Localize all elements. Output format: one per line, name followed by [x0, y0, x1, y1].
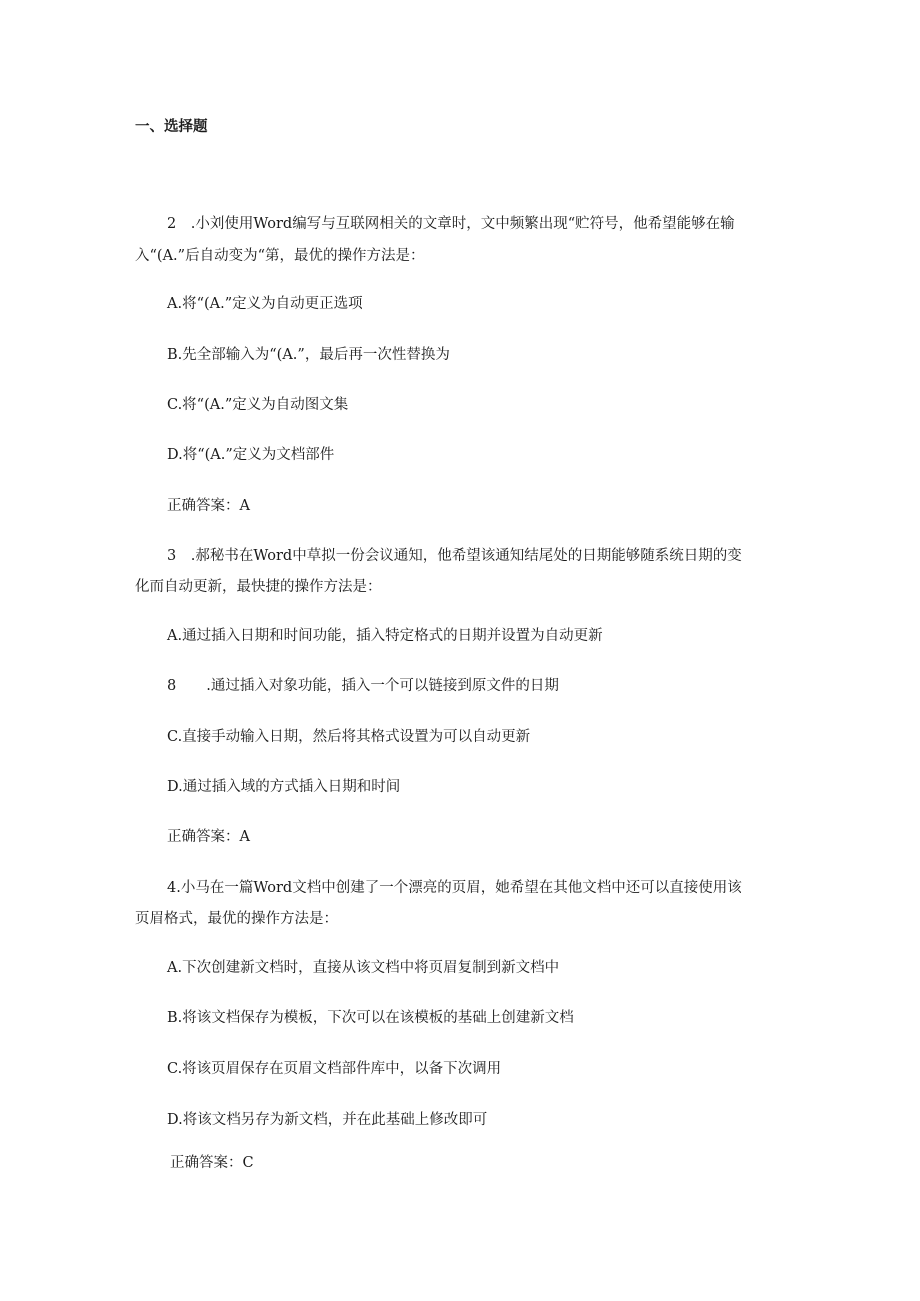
question-2-answer: 正确答案：A: [167, 498, 250, 514]
question-4-option-a: A.下次创建新文档时，直接从该文档中将页眉复制到新文档中: [167, 960, 560, 976]
question-2-option-b: B.先全部输入为“(A.”，最后再一次性替换为: [167, 347, 450, 363]
question-2-stem-line1: 2 .小刘使用Word编写与互联网相关的文章时，文中频繁出现“贮符号，他希望能够在输: [167, 216, 735, 232]
question-2-option-d: D.将“(A.”定义为文档部件: [167, 447, 335, 463]
question-4-option-d: D.将该文档另存为新文档，并在此基础上修改即可: [167, 1112, 488, 1128]
question-3-option-b-number: 8: [167, 678, 177, 694]
question-3-option-c: C.直接手动输入日期，然后将其格式设置为可以自动更新: [167, 729, 531, 745]
question-3-stem-line2: 化而自动更新，最快捷的操作方法是：: [135, 579, 382, 595]
question-3-stem-line1: 3 .郝秘书在Word中草拟一份会议通知，他希望该通知结尾处的日期能够随系统日期的变: [167, 548, 742, 564]
question-4-option-b: B.将该文档保存为模板，下次可以在该模板的基础上创建新文档: [167, 1010, 574, 1026]
question-4-answer: 正确答案：C: [170, 1155, 254, 1171]
question-3-option-a: A.通过插入日期和时间功能，插入特定格式的日期并设置为自动更新: [167, 628, 603, 644]
section-heading: 一、选择题: [135, 119, 208, 135]
question-4-option-c: C.将该页眉保存在页眉文档部件库中，以备下次调用: [167, 1061, 502, 1077]
question-2-option-c: C.将“(A.”定义为自动图文集: [167, 397, 349, 413]
question-3-option-b-text: .通过插入对象功能，插入一个可以链接到原文件的日期: [206, 678, 559, 694]
question-2-stem-line2: 入“(A.”后自动变为“第，最优的操作方法是：: [135, 248, 425, 264]
question-2-option-a: A.将“(A.”定义为自动更正选项: [167, 296, 363, 312]
question-4-stem-line2: 页眉格式，最优的操作方法是：: [135, 911, 338, 927]
question-3-answer: 正确答案：A: [167, 829, 250, 845]
question-3-option-b: [167, 676, 559, 696]
question-4-stem-line1: 4.小马在一篇Word文档中创建了一个漂亮的页眉，她希望在其他文档中还可以直接使用该: [167, 880, 742, 896]
question-3-option-d: D.通过插入域的方式插入日期和时间: [167, 779, 401, 795]
